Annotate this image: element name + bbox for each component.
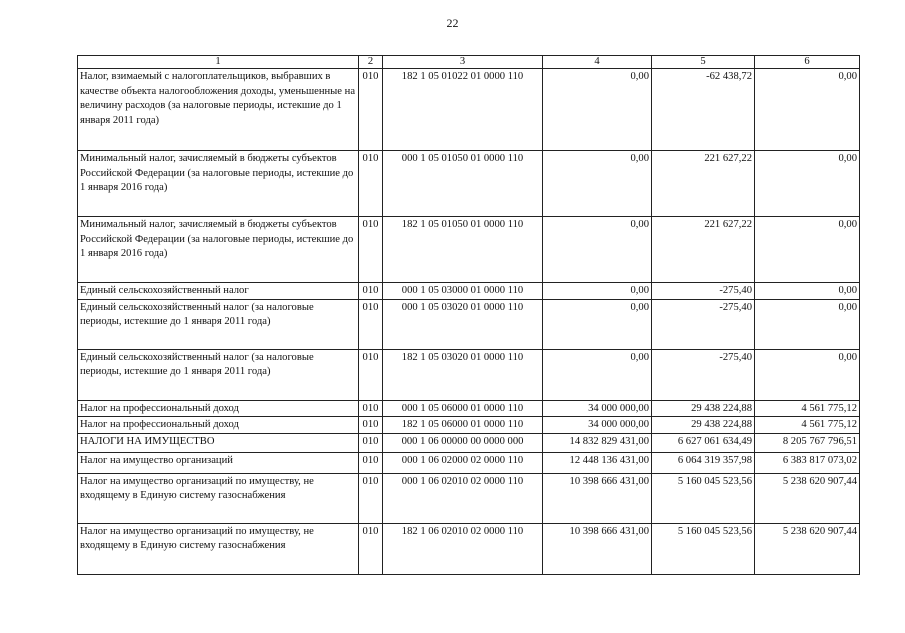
unexecuted-amount: 5 238 620 907,44 <box>755 473 860 523</box>
table-row <box>78 69 860 151</box>
report-table <box>77 55 860 575</box>
indicator-name: Минимальный налог, зачисляемый в бюджеты субъектов Российской Федерации (за налоговые периоды, истекшие до 1 января 2016 года) <box>78 151 359 217</box>
budget-classification-code: 182 1 05 01022 01 0000 110 <box>383 69 543 151</box>
table-row <box>78 349 860 400</box>
unexecuted-amount: 0,00 <box>755 283 860 300</box>
approved-amount: 12 448 136 431,00 <box>543 452 652 473</box>
indicator-name: Налог, взимаемый с налогоплательщиков, выбравших в качестве объекта налогообложения доходы, уменьшенные на величину расходов (за налоговые периоды, истекшие до 1 января 2011 года) <box>78 69 359 151</box>
budget-classification-code: 000 1 06 02000 02 0000 110 <box>383 452 543 473</box>
indicator-name: Единый сельскохозяйственный налог <box>78 283 359 300</box>
table-row <box>78 452 860 473</box>
executed-amount: 5 160 045 523,56 <box>652 473 755 523</box>
budget-classification-code: 000 1 05 06000 01 0000 110 <box>383 400 543 417</box>
executed-amount: 29 438 224,88 <box>652 400 755 417</box>
unexecuted-amount: 0,00 <box>755 349 860 400</box>
table-row <box>78 151 860 217</box>
executed-amount: 6 064 319 357,98 <box>652 452 755 473</box>
indicator-name: Налог на профессиональный доход <box>78 417 359 434</box>
table-row <box>78 283 860 300</box>
executed-amount: 5 160 045 523,56 <box>652 523 755 574</box>
budget-classification-code: 182 1 05 06000 01 0000 110 <box>383 417 543 434</box>
indicator-name: Налог на имущество организаций <box>78 452 359 473</box>
executed-amount: -275,40 <box>652 299 755 349</box>
approved-amount: 0,00 <box>543 283 652 300</box>
line-code: 010 <box>359 299 383 349</box>
indicator-name: Единый сельскохозяйственный налог (за налоговые периоды, истекшие до 1 января 2011 года) <box>78 349 359 400</box>
table-row <box>78 417 860 434</box>
approved-amount: 0,00 <box>543 69 652 151</box>
line-code: 010 <box>359 217 383 283</box>
line-code: 010 <box>359 400 383 417</box>
line-code: 010 <box>359 523 383 574</box>
approved-amount: 14 832 829 431,00 <box>543 433 652 452</box>
unexecuted-amount: 8 205 767 796,51 <box>755 433 860 452</box>
unexecuted-amount: 4 561 775,12 <box>755 417 860 434</box>
column-number-header: 1 <box>78 56 359 69</box>
budget-classification-code: 000 1 05 03000 01 0000 110 <box>383 283 543 300</box>
indicator-name: Единый сельскохозяйственный налог (за налоговые периоды, истекшие до 1 января 2011 года) <box>78 299 359 349</box>
table-row <box>78 400 860 417</box>
approved-amount: 0,00 <box>543 151 652 217</box>
unexecuted-amount: 0,00 <box>755 217 860 283</box>
indicator-name: Минимальный налог, зачисляемый в бюджеты субъектов Российской Федерации (за налоговые периоды, истекшие до 1 января 2016 года) <box>78 217 359 283</box>
budget-classification-code: 000 1 05 01050 01 0000 110 <box>383 151 543 217</box>
indicator-name: Налог на имущество организаций по имуществу, не входящему в Единую систему газоснабжения <box>78 523 359 574</box>
approved-amount: 34 000 000,00 <box>543 417 652 434</box>
column-number-row <box>78 56 860 69</box>
table-row <box>78 523 860 574</box>
indicator-name: НАЛОГИ НА ИМУЩЕСТВО <box>78 433 359 452</box>
column-number-header: 6 <box>755 56 860 69</box>
table-row <box>78 299 860 349</box>
unexecuted-amount: 5 238 620 907,44 <box>755 523 860 574</box>
approved-amount: 0,00 <box>543 217 652 283</box>
line-code: 010 <box>359 151 383 217</box>
executed-amount: -62 438,72 <box>652 69 755 151</box>
line-code: 010 <box>359 417 383 434</box>
line-code: 010 <box>359 433 383 452</box>
table-row <box>78 433 860 452</box>
indicator-name: Налог на профессиональный доход <box>78 400 359 417</box>
line-code: 010 <box>359 473 383 523</box>
approved-amount: 10 398 666 431,00 <box>543 523 652 574</box>
executed-amount: 6 627 061 634,49 <box>652 433 755 452</box>
unexecuted-amount: 4 561 775,12 <box>755 400 860 417</box>
indicator-name: Налог на имущество организаций по имуществу, не входящему в Единую систему газоснабжения <box>78 473 359 523</box>
executed-amount: -275,40 <box>652 349 755 400</box>
budget-classification-code: 182 1 05 01050 01 0000 110 <box>383 217 543 283</box>
unexecuted-amount: 0,00 <box>755 69 860 151</box>
unexecuted-amount: 6 383 817 073,02 <box>755 452 860 473</box>
line-code: 010 <box>359 69 383 151</box>
executed-amount: 29 438 224,88 <box>652 417 755 434</box>
unexecuted-amount: 0,00 <box>755 151 860 217</box>
approved-amount: 0,00 <box>543 299 652 349</box>
column-number-header: 5 <box>652 56 755 69</box>
budget-classification-code: 000 1 05 03020 01 0000 110 <box>383 299 543 349</box>
page-number: 22 <box>446 16 459 30</box>
unexecuted-amount: 0,00 <box>755 299 860 349</box>
approved-amount: 34 000 000,00 <box>543 400 652 417</box>
line-code: 010 <box>359 452 383 473</box>
executed-amount: 221 627,22 <box>652 151 755 217</box>
executed-amount: -275,40 <box>652 283 755 300</box>
approved-amount: 10 398 666 431,00 <box>543 473 652 523</box>
budget-classification-code: 000 1 06 02010 02 0000 110 <box>383 473 543 523</box>
line-code: 010 <box>359 349 383 400</box>
table-row <box>78 217 860 283</box>
executed-amount: 221 627,22 <box>652 217 755 283</box>
budget-classification-code: 182 1 05 03020 01 0000 110 <box>383 349 543 400</box>
column-number-header: 3 <box>383 56 543 69</box>
approved-amount: 0,00 <box>543 349 652 400</box>
budget-classification-code: 182 1 06 02010 02 0000 110 <box>383 523 543 574</box>
column-number-header: 2 <box>359 56 383 69</box>
column-number-header: 4 <box>543 56 652 69</box>
line-code: 010 <box>359 283 383 300</box>
budget-classification-code: 000 1 06 00000 00 0000 000 <box>383 433 543 452</box>
table-row <box>78 473 860 523</box>
